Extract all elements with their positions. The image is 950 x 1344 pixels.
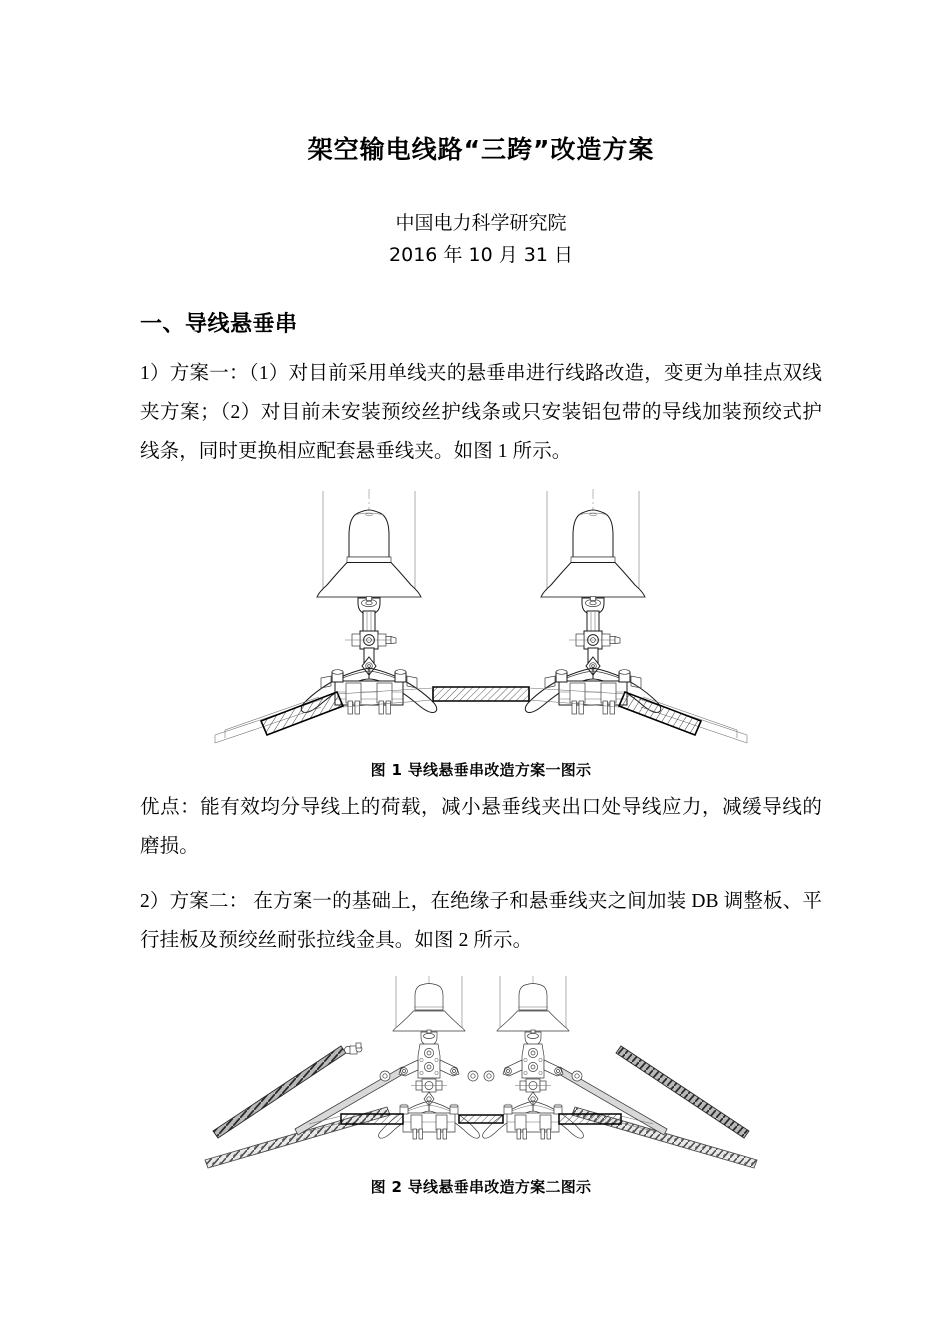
armor-rod-left-2 <box>341 1114 403 1124</box>
insulator-assembly-left <box>301 489 436 714</box>
figure-2 <box>140 960 822 1197</box>
preformed-deadend-right-upper <box>616 1046 749 1138</box>
insulator-assembly-right <box>525 489 660 714</box>
document-byline <box>140 209 822 271</box>
figure-2-caption: 图 2 导线悬垂串改造方案二图示 <box>370 1177 592 1196</box>
armor-rod-center <box>433 687 529 701</box>
armor-rod-right <box>619 692 701 735</box>
document-title: 架空输电线路“三跨”改造方案 <box>307 135 655 164</box>
paragraph-scheme-one: 1）方案一：（1）对目前采用单线夹的悬垂串进行线路改造，变更为单挂点双线夹方案；（2）对目前未安装预绞丝护线条或只安装铝包带的导线加装预绞式护线条，同时更换相应配套悬垂线夹。如图 1 所示。 <box>140 362 822 462</box>
organization-name: 中国电力科学研究院 <box>395 213 567 234</box>
figure-2-drawing <box>191 974 771 1170</box>
armor-rod-right-2 <box>559 1114 621 1124</box>
section-heading-1: 一、导线悬垂串 <box>140 311 298 337</box>
paragraph-scheme-two: 2）方案二： 在方案一的基础上，在绝缘子和悬垂线夹之间加装 DB 调整板、平行挂板及预绞丝耐张拉线金具。如图 2 所示。 <box>140 890 822 951</box>
paragraph-advantages: 优点：能有效均分导线上的荷载，减小悬垂线夹出口处导线应力，减缓导线的磨损。 <box>140 796 822 857</box>
figure-1-caption: 图 1 导线悬垂串改造方案一图示 <box>370 760 592 779</box>
armor-rod-left <box>261 692 343 735</box>
armor-rod-center-2 <box>459 1115 503 1123</box>
document-date: 2016 年 10 月 31 日 <box>389 243 573 266</box>
figure-1-drawing <box>201 485 761 753</box>
figure-1 <box>140 471 822 780</box>
page-content <box>140 0 822 1197</box>
